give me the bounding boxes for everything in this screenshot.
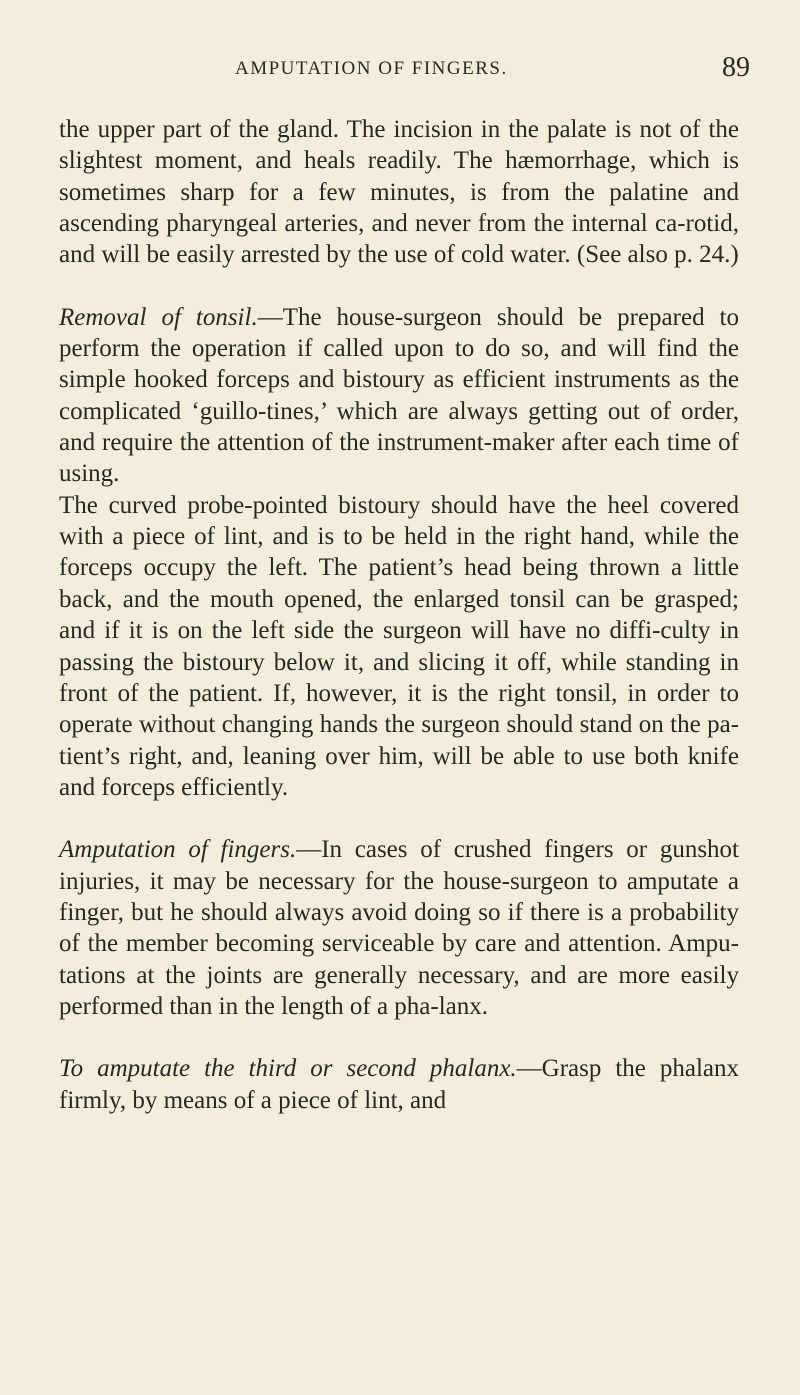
paragraph-amputate-phalanx bbox=[59, 1053, 739, 1116]
body-text bbox=[59, 114, 739, 1116]
paragraph-palate bbox=[59, 114, 739, 271]
paragraph-bistoury bbox=[59, 490, 739, 803]
paragraph-body: The curved probe-pointed bistoury should have the heel covered with a piece of lint, and is to be held in the right hand, while the forceps occupy the left. The patient’s head being thrown a little back, and the mouth opened, the enlarged tonsil can be grasped; and if it is on the left side the surgeon will have no diffi-culty in passing the bistoury below it, and slicing it off, while standing in front of the patient. If, however, it is the right tonsil, in order to operate without changing hands the surgeon should stand on the pa-tient’s right, and, leaning over him, will be able to use both knife and forceps efficiently. bbox=[59, 491, 739, 801]
running-head: AMPUTATION OF FINGERS. bbox=[235, 58, 508, 79]
section-heading-removal-of-tonsil: Removal of tonsil. bbox=[59, 303, 258, 331]
paragraph-removal-of-tonsil bbox=[59, 302, 739, 490]
paragraph-body: —The house-surgeon should be prepared to perform the operation if called upon to do so, and will find the simple hooked forceps and bistoury as efficient instruments as the complicated ‘guillo-tines,’ which are always getting out of order, and require the attention of the instrument-maker after each time of using. bbox=[59, 303, 739, 488]
paragraph-body: —In cases of crushed fingers or gunshot injuries, it may be necessary for the house-surgeon to amputate a finger, but he should always avoid doing so if there is a probability of the member becoming serviceable by care and attention. Ampu-tations at the joints are generally necessary, and are more easily performed than in the length of a pha-lanx. bbox=[59, 836, 739, 1020]
page-number: 89 bbox=[722, 52, 750, 83]
paragraph-body: the upper part of the gland. The incision in the palate is not of the slightest moment, and heals readily. The hæmorrhage, which is sometimes sharp for a few minutes, is from the palatine and ascending pharyngeal arteries, and never from the internal ca-rotid, and will be easily arrested by the use of cold water. (See also p. 24.) bbox=[59, 116, 739, 269]
section-heading-amputate-phalanx: To amputate the third or second phalanx. bbox=[59, 1055, 517, 1083]
paragraph-body: —Grasp the phalanx firmly, by means of a piece of lint, and bbox=[59, 1055, 740, 1114]
section-heading-amputation-of-fingers: Amputation of fingers. bbox=[59, 836, 297, 864]
paragraph-amputation-of-fingers bbox=[59, 834, 739, 1022]
